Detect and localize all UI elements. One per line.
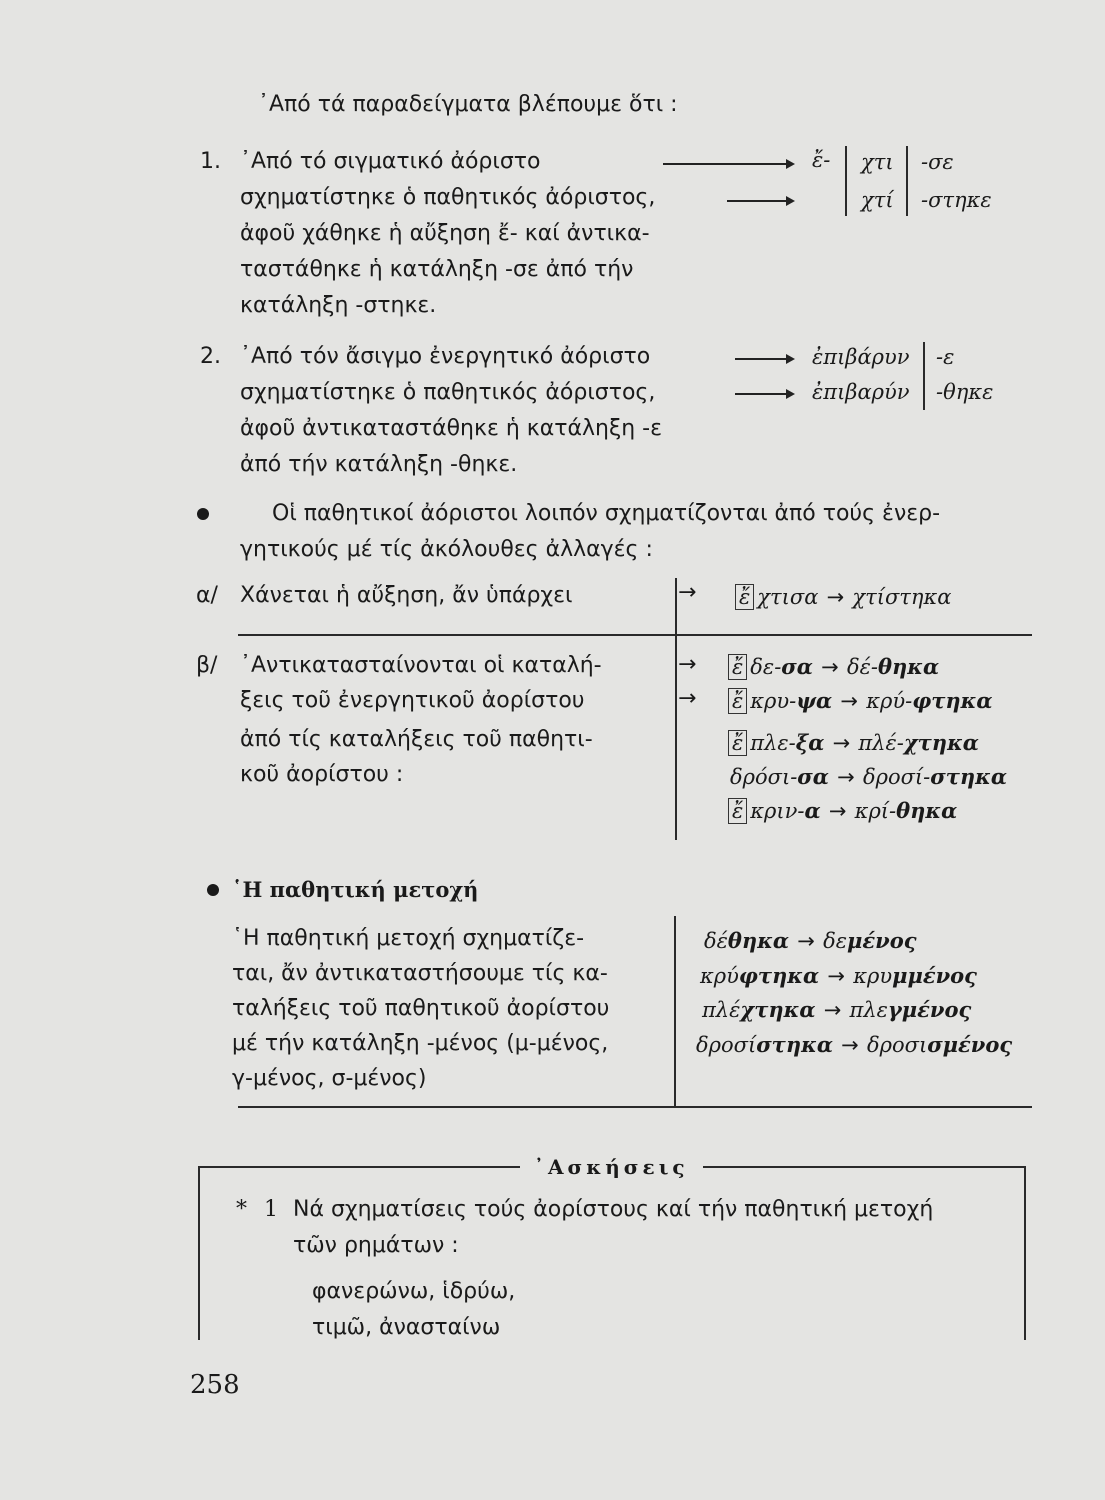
case-2-number: 2. <box>200 344 221 369</box>
ending: θηκα <box>727 928 790 953</box>
stem: κριν- <box>750 799 805 823</box>
stem: πλε- <box>750 731 796 755</box>
stem: κρυ <box>853 964 893 988</box>
section-bottom-line <box>238 1106 1032 1108</box>
ending: χτηκα <box>740 997 816 1022</box>
row-b-label: β/ <box>196 653 218 678</box>
arrow-icon: → <box>832 731 851 755</box>
exercise-star: * <box>236 1197 247 1222</box>
augment: ἔ- <box>812 148 831 172</box>
participle-line: ταλήξεις τοῦ παθητικοῦ ἀορίστου <box>232 996 610 1021</box>
case-1-line: κατάληξη -στηκε. <box>240 293 437 318</box>
ending-active: -σε <box>921 150 954 174</box>
augment-box: ἔ <box>728 654 747 680</box>
case-2-line: ᾽Από τόν ἄσιγμο ἐνεργητικό ἀόριστο <box>240 344 651 369</box>
exercise-text: τῶν ρημάτων : <box>293 1233 459 1258</box>
divider <box>923 342 925 410</box>
ending: φτηκα <box>738 963 820 988</box>
arrow-icon: → <box>840 689 858 713</box>
case-2-line: ἀφοῦ ἀντικαταστάθηκε ἡ κατάληξη -ε <box>240 416 662 441</box>
arrow-icon: → <box>797 929 815 953</box>
participle-example <box>700 963 977 988</box>
stem-active: χτι <box>861 150 894 174</box>
ending: στηκα <box>756 1032 833 1057</box>
case-1-line: ταστάθηκε ἡ κατάληξη -σε ἀπό τήν <box>240 257 634 282</box>
exercise-verbs: τιμῶ, ἀνασταίνω <box>312 1315 501 1340</box>
augment-box: ἔ <box>735 584 754 610</box>
participle-example <box>696 1032 1012 1057</box>
row-a-label: α/ <box>196 583 218 608</box>
augment-box: ἔ <box>728 798 747 824</box>
box-right-line <box>1024 1166 1026 1340</box>
stem-active: ἐπιβάρυν <box>812 345 910 369</box>
ending: φτηκα <box>912 688 993 713</box>
participle-heading: ῾Η παθητική μετοχή <box>232 877 479 902</box>
ending: ψα <box>796 688 833 713</box>
ending: γμένος <box>887 997 972 1022</box>
ending: ξα <box>795 730 825 755</box>
tick-arrow-icon: → <box>678 652 697 677</box>
row-b-example <box>728 688 993 714</box>
row-separator <box>238 634 1032 636</box>
exercises-title: ᾽Ασκήσεις <box>520 1155 703 1179</box>
row-b-line: κοῦ ἀορίστου : <box>240 762 404 787</box>
row-b-example <box>728 798 957 824</box>
arrow-icon: → <box>823 998 842 1022</box>
stem: πλέ <box>702 998 741 1022</box>
ending: χτηκα <box>903 730 979 755</box>
active-form: χτισα <box>757 585 819 609</box>
box-left-line <box>198 1166 200 1340</box>
arrow-icon <box>735 393 793 395</box>
case-1-line: σχηματίστηκε ὁ παθητικός ἀόριστος, <box>240 185 656 210</box>
bullet-icon <box>197 508 209 520</box>
stem: κρύ- <box>866 689 913 713</box>
ending: σα <box>797 764 829 789</box>
ending-passive: -θηκε <box>936 380 994 404</box>
row-b-example <box>728 654 939 680</box>
divider <box>906 146 908 216</box>
augment-box: ἔ <box>728 730 747 756</box>
arrow-icon <box>663 163 793 165</box>
participle-line: μέ τήν κατάληξη -μένος (μ-μένος, <box>232 1031 609 1056</box>
ending: σα <box>781 654 813 679</box>
row-b-line: ἀπό τίς καταλήξεις τοῦ παθητι- <box>240 727 593 752</box>
stem: κρί- <box>854 799 897 823</box>
rule-line: Οἱ παθητικοί ἀόριστοι λοιπόν σχηματίζονται ἀπό τούς ἐνερ- <box>272 501 941 526</box>
tick-arrow-icon: → <box>678 580 697 605</box>
ending: θηκα <box>896 798 958 823</box>
ending: θηκα <box>877 654 940 679</box>
arrow-icon: → <box>828 799 847 823</box>
row-b-example <box>730 764 1007 789</box>
arrow-icon: → <box>827 964 845 988</box>
case-2-line: σχηματίστηκε ὁ παθητικός ἀόριστος, <box>240 380 656 405</box>
stem: πλε <box>849 998 888 1022</box>
case-1-line: ᾽Από τό σιγματικό ἀόριστο <box>240 149 541 174</box>
participle-line: γ-μένος, σ-μένος) <box>232 1066 427 1091</box>
row-a-example <box>735 584 951 610</box>
page-number: 258 <box>190 1370 240 1400</box>
tick-arrow-icon: → <box>678 686 697 711</box>
ending: μένος <box>847 928 917 953</box>
stem: δρόσι- <box>730 765 798 789</box>
stem-passive: χτί <box>861 188 894 212</box>
ending-active: -ε <box>936 345 955 369</box>
table-divider <box>675 578 677 840</box>
stem: δε <box>823 929 848 953</box>
row-b-line: ξεις τοῦ ἐνεργητικοῦ ἀορίστου <box>240 688 585 713</box>
row-b-line: ᾽Αντικατασταίνονται οἱ καταλή- <box>240 653 602 678</box>
arrow-icon <box>727 200 793 202</box>
ending: στηκα <box>930 764 1008 789</box>
stem: δε- <box>750 655 782 679</box>
case-1-number: 1. <box>200 149 221 174</box>
stem: δροσι <box>866 1033 928 1057</box>
augment-box: ἔ <box>728 688 747 714</box>
arrow-icon: → <box>841 1033 859 1057</box>
stem: κρύ <box>700 964 739 988</box>
stem-passive: ἐπιβαρύν <box>812 380 910 404</box>
row-a-text: Χάνεται ἡ αὔξηση, ἄν ὑπάρχει <box>240 583 573 608</box>
intro-text: ᾽Από τά παραδείγματα βλέπουμε ὅτι : <box>258 92 678 117</box>
exercise-verbs: φανερώνω, ἱδρύω, <box>312 1279 516 1304</box>
stem: κρυ- <box>750 689 797 713</box>
table-divider <box>674 916 676 1108</box>
participle-example <box>702 997 971 1022</box>
stem: δροσί- <box>862 765 931 789</box>
divider <box>845 146 847 216</box>
ending-passive: -στηκε <box>921 188 992 212</box>
arrow-icon: → <box>821 655 839 679</box>
case-2-line: ἀπό τήν κατάληξη -θηκε. <box>240 452 518 477</box>
row-b-example <box>728 730 979 756</box>
passive-form: χτίστηκα <box>852 585 952 609</box>
arrow-icon <box>735 358 793 360</box>
bullet-icon <box>207 884 219 896</box>
stem: δέ <box>704 929 728 953</box>
participle-line: ται, ἄν ἀντικαταστήσουμε τίς κα- <box>232 961 608 986</box>
rule-line: γητικούς μέ τίς ἀκόλουθες ἀλλαγές : <box>240 537 653 562</box>
ending: α <box>804 798 821 823</box>
stem: πλέ- <box>858 731 904 755</box>
exercise-number: 1 <box>264 1197 278 1222</box>
stem: δέ- <box>846 655 878 679</box>
case-1-line: ἀφοῦ χάθηκε ἡ αὔξηση ἔ- καί ἀντικα- <box>240 221 650 246</box>
participle-line: ῾Η παθητική μετοχή σχηματίζε- <box>232 926 585 951</box>
ending: μμένος <box>892 963 977 988</box>
exercise-text: Νά σχηματίσεις τούς ἀορίστους καί τήν παθητική μετοχή <box>293 1197 934 1222</box>
arrow-icon: → <box>837 765 855 789</box>
arrow-icon: → <box>826 585 845 609</box>
participle-example <box>704 928 917 953</box>
ending: σμένος <box>927 1032 1013 1057</box>
stem: δροσί <box>696 1033 757 1057</box>
